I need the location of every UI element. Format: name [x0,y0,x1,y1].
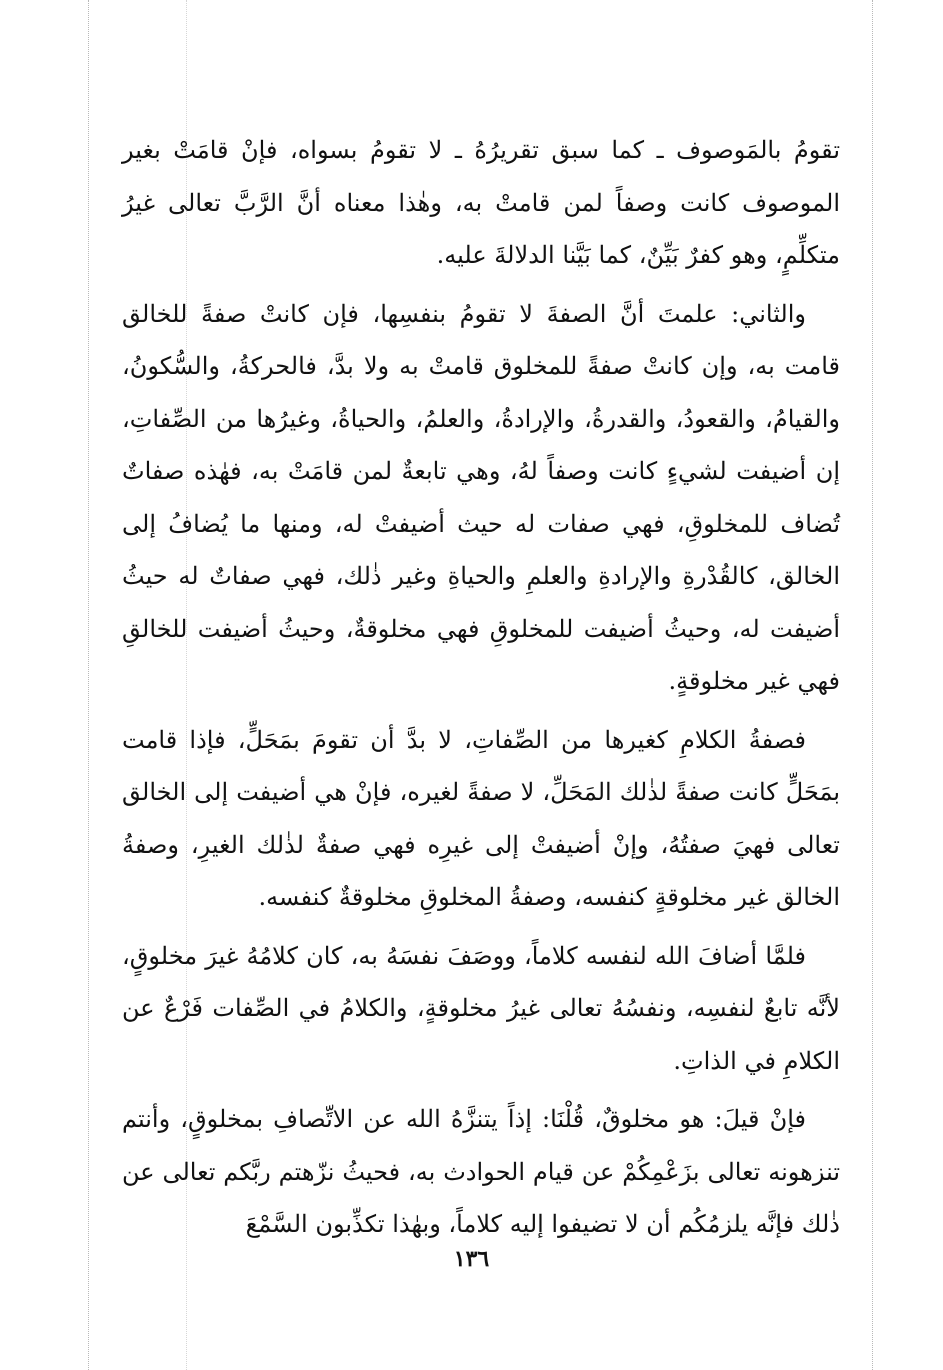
page-number: ١٣٦ [453,1246,490,1272]
paragraph-continuation: تقومُ بالمَوصوف ـ كما سبق تقريرُهُ ـ لا تقومُ بسواه، فإنْ قامَتْ بغير الموصوف كانت وصفاً لمن قامتْ به، وهٰذا معناه أنَّ الرَّبَّ تعالى غيرُ متكلِّمٍ، وهو كفرٌ بَيِّنٌ، كما بَيَّنا الدلالةَ عليه. [122,136,841,269]
scan-margin-right [872,0,873,1370]
paragraph-second-point: والثاني: علمتَ أنَّ الصفةَ لا تقومُ بنفسِها، فإن كانتْ صفةً للخالق قامت به، وإن كانتْ صفةً للمخلوق قامتْ به ولا بدَّ، فالحركةُ، والسُّكونُ، والقيامُ، والقعودُ، والقدرةُ، والإرادةُ، والعلمُ، والحياةُ، وغيرُها من الصِّفاتِ، إن أضيفت لشيءٍ كانت وصفاً لهُ، وهي تابعةٌ لمن قامَتْ به، فهٰذه صفاتٌ تُضاف للمخلوقِ، فهي صفات له حيث أضيفتْ له، ومنها ما يُضافُ إلى الخالق، كالقُدْرةِ والإرادةِ والعلمِ والحياةِ وغير ذٰلك، فهي صفاتٌ له حيثُ أضيفت له، وحيثُ أضيفت للمخلوقِ فهي مخلوقةٌ، وحيثُ أضيفت للخالقِ فهي غير مخلوقةٍ. [122,299,841,695]
paragraph-speech-attribute: فصفةُ الكلامِ كغيرها من الصِّفاتِ، لا بدَّ أن تقومَ بمَحَلٍّ، فإذا قامت بمَحَلٍّ كانت صفةً لذٰلك المَحَلِّ، لا صفةً لغيره، فإنْ هي أضيفت إلى الخالق تعالى فهيَ صفتُهُ، وإنْ أضيفتْ إلى غيرِه فهي صفةٌ لذٰلك الغيرِ، وصفةُ الخالق غير مخلوقةٍ كنفسه، وصفةُ المخلوقِ مخلوقةٌ كنفسه. [122,725,840,911]
paragraph-objection: فإنْ قيلَ: هو مخلوقٌ، قُلْنَا: إذاً يتنزَّهُ الله عن الاتِّصافِ بمخلوقٍ، وأنتم تنزهونه تعالى بزَعْمِكُمْ عن قيام الحوادث به، فحيثُ نزّهتم ربَّكم تعالى عن ذٰلك فإنَّه يلزمُكُم أن لا تضيفوا إليه كلاماً، وبهٰذا تكذِّبون السَّمْعَ [122,1105,840,1238]
scan-margin-left [88,0,89,1370]
page-body [122,124,840,1257]
paragraph-divine-speech: فلمَّا أضافَ الله لنفسه كلاماً، ووصَفَ نفسَهُ به، كان كلامُهُ غيرَ مخلوقٍ، لأنَّه تابعٌ لنفسِه، ونفسُهُ تعالى غيرُ مخلوقةٍ، والكلامُ في الصِّفات فَرْعٌ عن الكلامِ في الذاتِ. [122,941,840,1075]
